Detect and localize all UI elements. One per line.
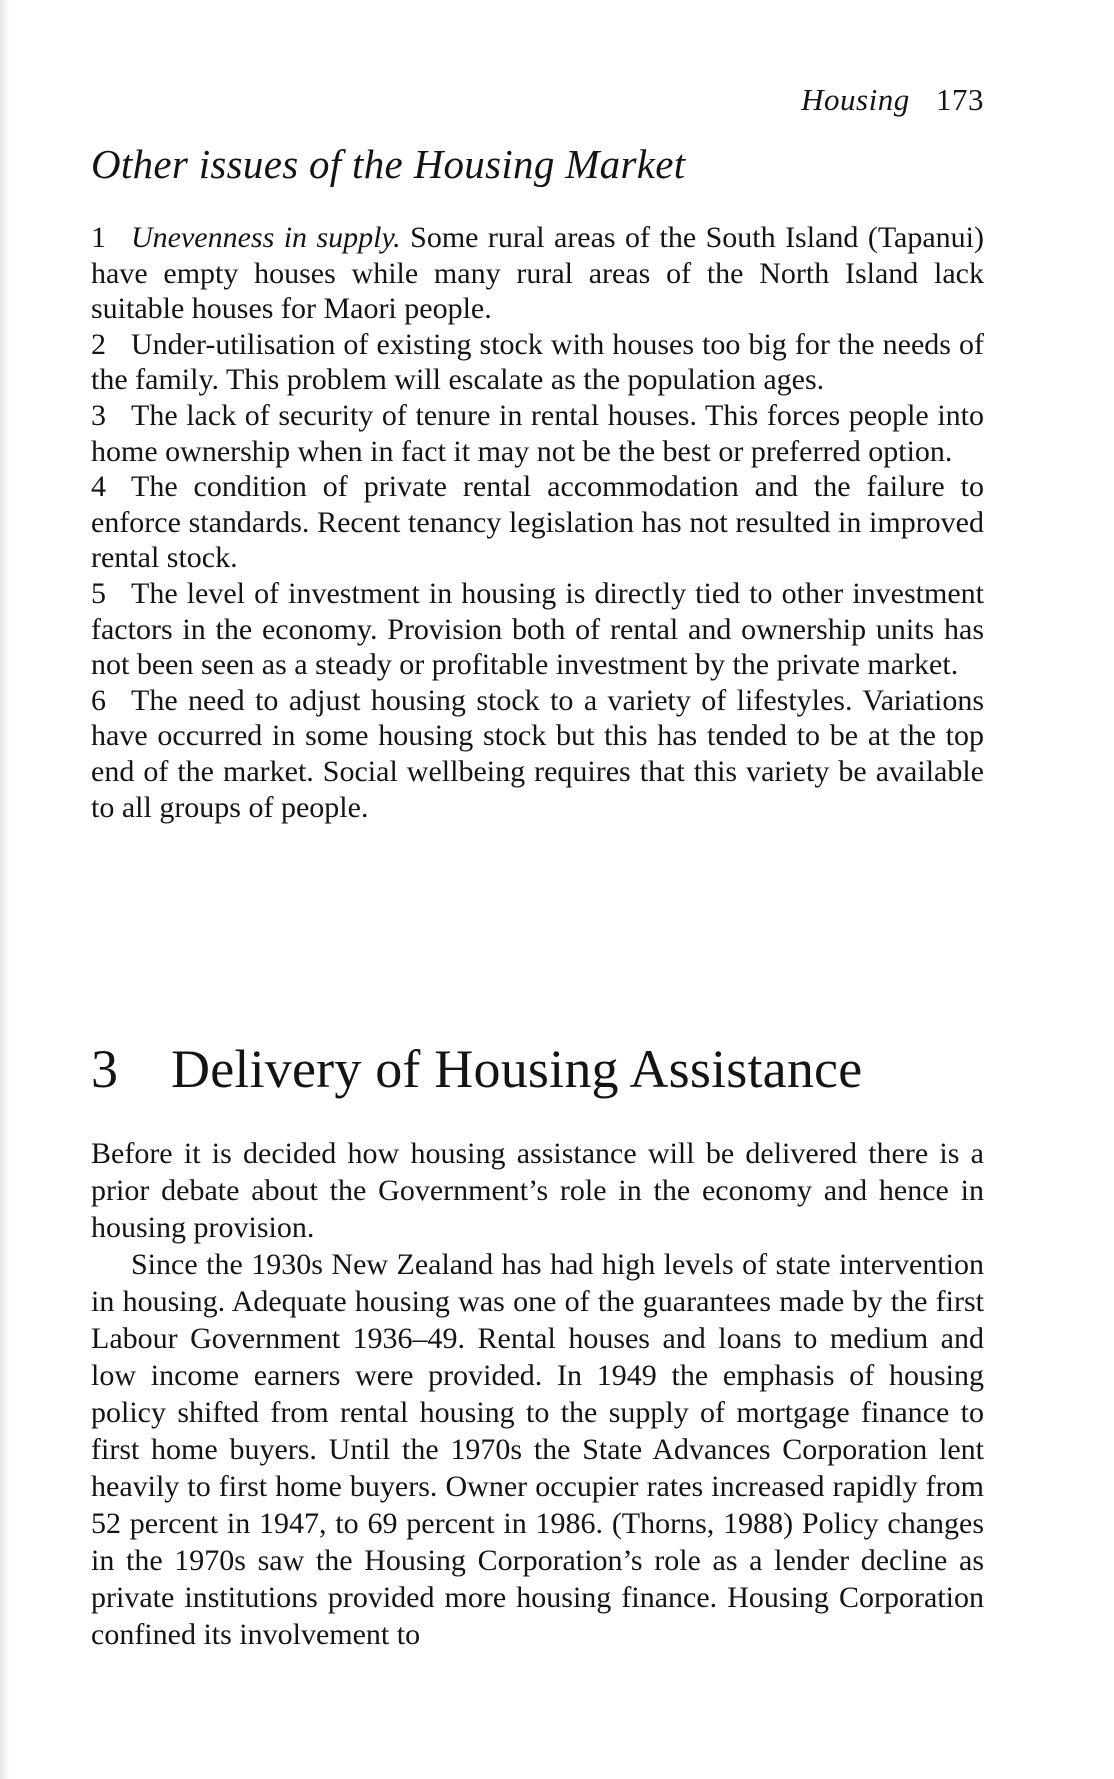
issue-text: The condition of private rental accommodation and the failure to enforce standards. Recent tenancy legislation has not resulted in improved rental stock. [91,470,984,575]
issues-list [91,220,984,825]
page-edge-shadow [0,0,10,1779]
issue-number: 2 [91,327,106,361]
chapter-body [91,1135,984,1653]
issue-lead: Unevenness in supply. [131,221,401,254]
running-head [801,82,984,118]
issue-item [91,327,984,398]
issue-item [91,469,984,576]
body-paragraph: Since the 1930s New Zealand has had high levels of state intervention in housing. Adequate housing was one of the guarantees made by the first Labour Government 1936–49. Rental houses and loans to medium and low income earners were provided. In 1949 the emphasis of housing policy shifted from rental housing to the supply of mortgage finance to first home buyers. Until the 1970s the State Advances Corporation lent heavily to first home buyers. Owner occupier rates increased rapidly from 52 percent in 1947, to 69 percent in 1986. (Thorns, 1988) Policy changes in the 1970s saw the Housing Corporation’s role as a lender decline as private institutions provided more housing finance. Housing Corporation confined its involvement to [91,1248,984,1651]
issue-text: Under-utilisation of existing stock with houses too big for the needs of the family. This problem will escalate as the population ages. [91,327,984,397]
issue-text: The level of investment in housing is directly tied to other investment factors in the economy. Provision both of rental and ownership units has not been seen as a steady or profitable investment by the private market. [91,576,984,682]
issue-item [91,683,984,825]
issue-item [91,220,984,327]
issue-number: 6 [91,683,106,717]
issue-text: The need to adjust housing stock to a variety of lifestyles. Variations have occurred in some housing stock but this has tended to be at the top end of the market. Social wellbeing requires that this variety be available to all groups of people. [91,683,984,824]
section-heading: Other issues of the Housing Market [91,141,686,187]
chapter-number: 3 [91,1039,119,1099]
issue-number: 3 [91,398,106,432]
issue-text: The lack of security of tenure in rental houses. This forces people into home ownership when in fact it may not be the best or preferred option. [91,398,984,468]
body-paragraph: Before it is decided how housing assistance will be delivered there is a prior debate about the Government’s role in the economy and hence in housing provision. [91,1137,984,1244]
issue-number: 5 [91,576,106,610]
page-number: 173 [936,82,984,117]
chapter-heading [91,1038,984,1100]
issue-text: Some rural areas of the South Island (Tapanui) have empty houses while many rural areas of the North Island lack suitable houses for Maori people. [91,221,985,326]
chapter-title: Delivery of Housing Assistance [171,1039,863,1099]
issue-item [91,398,984,469]
issue-number: 4 [91,470,106,504]
issue-item [91,576,984,683]
issue-number: 1 [91,221,106,254]
running-head-title: Housing [801,82,910,117]
